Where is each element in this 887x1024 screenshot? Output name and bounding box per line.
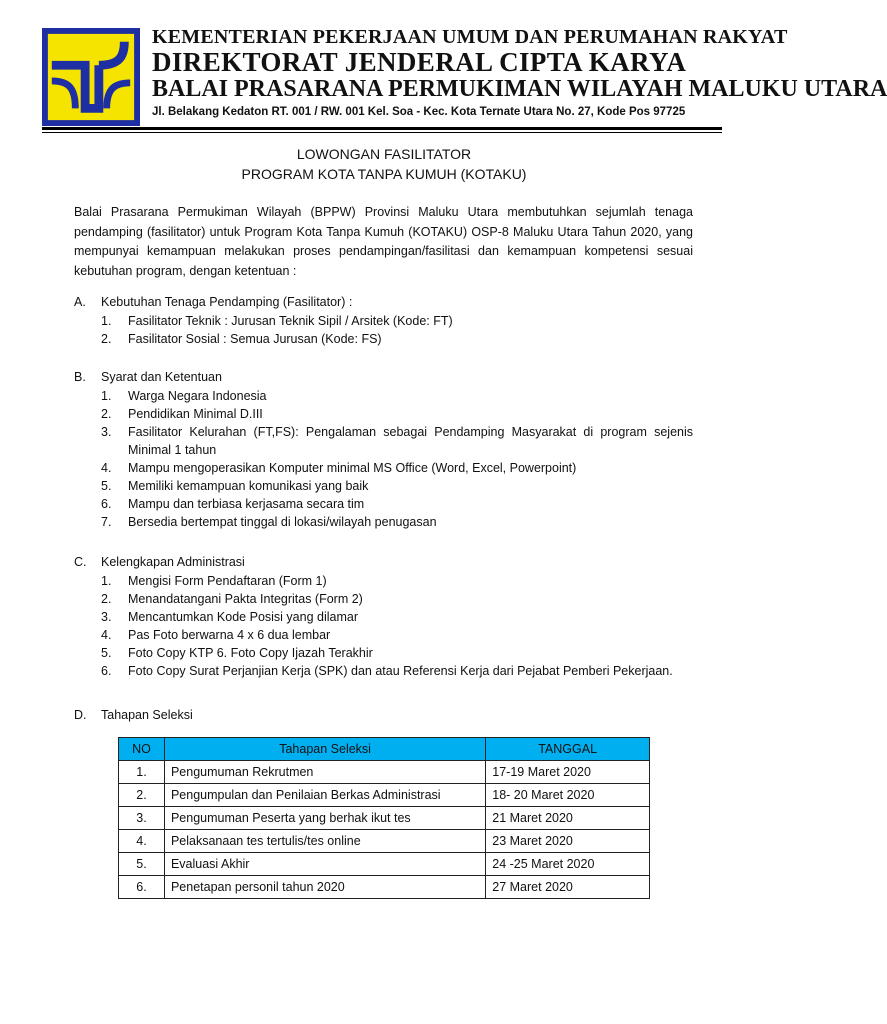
item-text: Fasilitator Sosial : Semua Jurusan (Kode: FS): [128, 332, 382, 346]
list-item: [74, 477, 693, 495]
table-row: [119, 830, 650, 853]
list-item: [74, 495, 693, 513]
row-date: 23 Maret 2020: [486, 830, 650, 853]
section-c: [74, 553, 693, 680]
section-letter: B.: [74, 370, 86, 384]
header-date: TANGGAL: [486, 738, 650, 761]
section-b: [74, 368, 693, 531]
row-number: 5.: [119, 853, 165, 876]
section-title: Kelengkapan Administrasi: [101, 555, 245, 569]
item-number: 4.: [101, 628, 112, 642]
document-subtitle: PROGRAM KOTA TANPA KUMUH (KOTAKU): [241, 166, 527, 182]
item-number: 2.: [101, 592, 112, 606]
section-heading: [74, 368, 693, 387]
item-text: Fasilitator Kelurahan (FT,FS): Pengalaman sebagai Pendamping Masyarakat di program sejenis Minimal 1 tahun: [128, 425, 693, 457]
section-title: Tahapan Seleksi: [101, 708, 193, 722]
item-number: 3.: [101, 610, 112, 624]
row-number: 1.: [119, 761, 165, 784]
row-stage: Penetapan personil tahun 2020: [164, 876, 485, 899]
header-stage: Tahapan Seleksi: [164, 738, 485, 761]
item-number: 7.: [101, 515, 112, 529]
row-date: 18- 20 Maret 2020: [486, 784, 650, 807]
item-text: Memiliki kemampuan komunikasi yang baik: [128, 479, 369, 493]
office-name: BALAI PRASARANA PERMUKIMAN WILAYAH MALUKU UTARA: [152, 76, 887, 102]
row-stage: Pengumpulan dan Penilaian Berkas Administrasi: [164, 784, 485, 807]
item-number: 4.: [101, 461, 112, 475]
selection-schedule-table: [118, 737, 650, 899]
item-text: Foto Copy KTP 6. Foto Copy Ijazah Terakhir: [128, 646, 373, 660]
item-number: 5.: [101, 479, 112, 493]
list-item: [74, 626, 693, 644]
row-stage: Pelaksanaan tes tertulis/tes online: [164, 830, 485, 853]
item-number: 2.: [101, 332, 112, 346]
section-list: [74, 572, 693, 680]
section-list: [74, 387, 693, 531]
directorate-name: DIREKTORAT JENDERAL CIPTA KARYA: [152, 47, 687, 77]
row-date: 21 Maret 2020: [486, 807, 650, 830]
section-title: Kebutuhan Tenaga Pendamping (Fasilitator) :: [101, 295, 353, 309]
row-date: 17-19 Maret 2020: [486, 761, 650, 784]
table-row: [119, 876, 650, 899]
item-text: Mampu mengoperasikan Komputer minimal MS Office (Word, Excel, Powerpoint): [128, 461, 577, 475]
intro-paragraph: Balai Prasarana Permukiman Wilayah (BPPW) Provinsi Maluku Utara membutuhkan sejumlah tenaga pendamping (fasilitator) untuk Program Kota Tanpa Kumuh (KOTAKU) OSP-8 Maluku Utara Tahun 2020, yang mempunyai kemampuan melakukan proses pendampingan/fasilitasi dan kemampuan kompetensi sesuai kebutuhan program, dengan ketentuan :: [74, 205, 693, 278]
row-stage: Pengumuman Peserta yang berhak ikut tes: [164, 807, 485, 830]
header-no: NO: [119, 738, 165, 761]
row-date: 24 -25 Maret 2020: [486, 853, 650, 876]
table-row: [119, 784, 650, 807]
row-stage: Evaluasi Akhir: [164, 853, 485, 876]
item-text: Pas Foto berwarna 4 x 6 dua lembar: [128, 628, 331, 642]
row-number: 3.: [119, 807, 165, 830]
section-list: [74, 312, 693, 348]
list-item: [74, 423, 693, 459]
item-number: 5.: [101, 646, 112, 660]
item-text: Pendidikan Minimal D.III: [128, 407, 263, 421]
section-title: Syarat dan Ketentuan: [101, 370, 222, 384]
office-address: Jl. Belakang Kedaton RT. 001 / RW. 001 Kel. Soa - Kec. Kota Ternate Utara No. 27, Kode Pos 97725: [152, 106, 686, 118]
row-stage: Pengumuman Rekrutmen: [164, 761, 485, 784]
item-text: Bersedia bertempat tinggal di lokasi/wilayah penugasan: [128, 515, 437, 529]
list-item: [74, 312, 693, 330]
letterhead-divider-thin: [42, 132, 722, 133]
row-number: 2.: [119, 784, 165, 807]
list-item: [74, 608, 693, 626]
item-number: 6.: [101, 497, 112, 511]
table-header-row: [119, 738, 650, 761]
row-number: 6.: [119, 876, 165, 899]
item-number: 1.: [101, 389, 112, 403]
ministry-name: KEMENTERIAN PEKERJAAN UMUM DAN PERUMAHAN RAKYAT: [152, 26, 788, 48]
item-text: Mampu dan terbiasa kerjasama secara tim: [128, 497, 365, 511]
section-d: [74, 706, 693, 725]
item-text: Foto Copy Surat Perjanjian Kerja (SPK) dan atau Referensi Kerja dari Pejabat Pemberi Pekerjaan.: [128, 664, 673, 678]
list-item: [74, 405, 693, 423]
list-item: [74, 513, 693, 531]
row-number: 4.: [119, 830, 165, 853]
section-heading: [74, 706, 693, 725]
item-text: Mengisi Form Pendaftaran (Form 1): [128, 574, 327, 588]
item-number: 1.: [101, 314, 112, 328]
section-a: [74, 293, 693, 348]
section-letter: D.: [74, 708, 87, 722]
list-item: [74, 387, 693, 405]
letterhead: [42, 26, 887, 126]
list-item: [74, 572, 693, 590]
item-text: Mencantumkan Kode Posisi yang dilamar: [128, 610, 358, 624]
item-text: Menandatangani Pakta Integritas (Form 2): [128, 592, 363, 606]
item-number: 6.: [101, 664, 112, 678]
ministry-logo: [42, 28, 140, 126]
list-item: [74, 662, 693, 680]
list-item: [74, 644, 693, 662]
section-letter: A.: [74, 295, 86, 309]
table-row: [119, 761, 650, 784]
row-date: 27 Maret 2020: [486, 876, 650, 899]
table-row: [119, 807, 650, 830]
document-title: LOWONGAN FASILITATOR: [296, 146, 472, 162]
item-number: 1.: [101, 574, 112, 588]
list-item: [74, 459, 693, 477]
item-number: 2.: [101, 407, 112, 421]
table-row: [119, 853, 650, 876]
item-text: Warga Negara Indonesia: [128, 389, 267, 403]
section-heading: [74, 293, 693, 312]
item-text: Fasilitator Teknik : Jurusan Teknik Sipil / Arsitek (Kode: FT): [128, 314, 453, 328]
list-item: [74, 330, 693, 348]
item-number: 3.: [101, 425, 112, 439]
section-heading: [74, 553, 693, 572]
section-letter: C.: [74, 555, 87, 569]
letterhead-divider-thick: [42, 127, 722, 130]
list-item: [74, 590, 693, 608]
